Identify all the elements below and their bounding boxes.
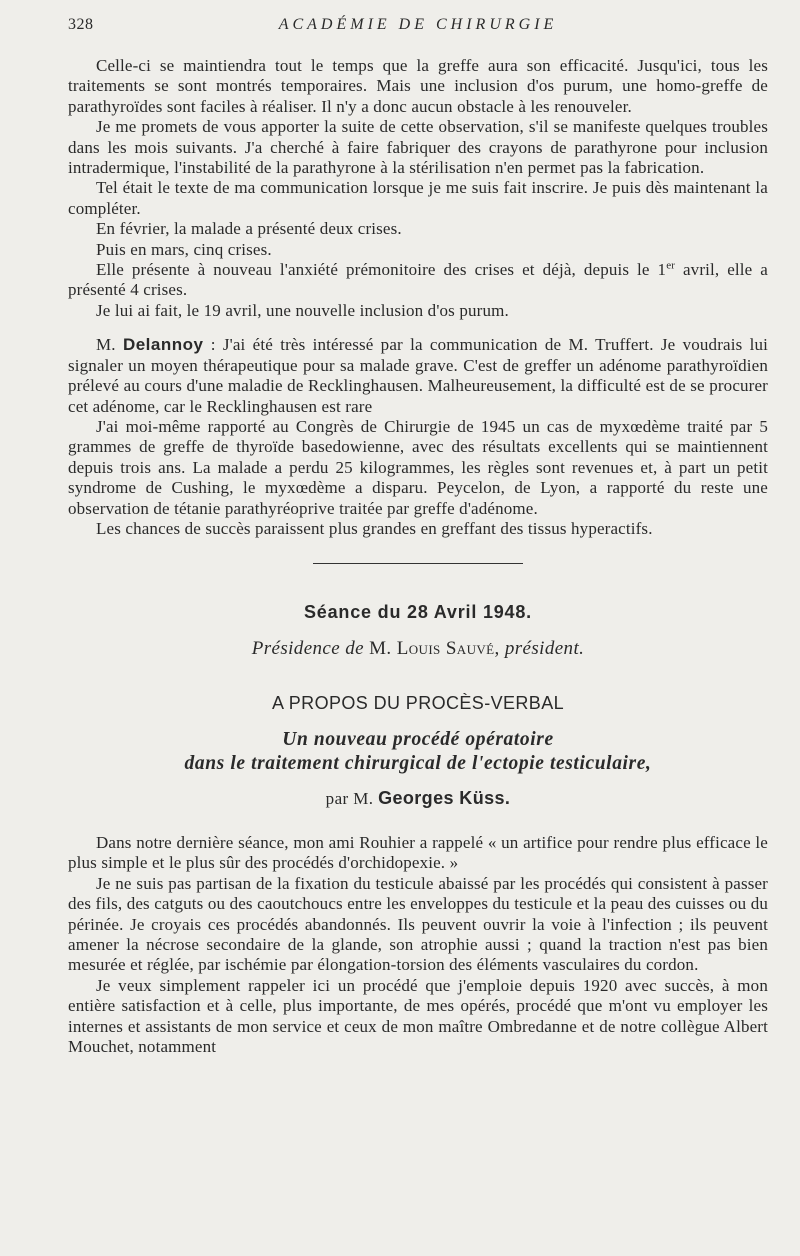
text-span: Elle présente à nouveau l'anxiété prémonitoire des crises et déjà, depuis le 1: [96, 260, 667, 280]
paragraph: Je veux simplement rappeler ici un procédé que j'emploie depuis 1920 avec succès, à mon entière satisfaction et à celle, plus importante, de mes opérés, procédé que m'ont vu employer les internes et assistants de mon service et ceux de mon maître Ombredanne et de notre collègue Albert Mouchet, notamment: [68, 975, 768, 1057]
text-span: avril, elle a présenté 4 crises.: [68, 260, 768, 300]
section-label: A PROPOS DU PROCÈS-VERBAL: [271, 693, 565, 714]
speaker-name: Delannoy: [122, 335, 204, 355]
paragraph: En février, la malade a présenté deux crises.: [96, 219, 402, 239]
article-title-line1: Un nouveau procédé opératoire: [282, 728, 554, 750]
paragraph: [68, 260, 768, 301]
speaker-prefix: M.: [96, 335, 116, 355]
page-header: [68, 16, 768, 42]
president-name: Louis Sauvé,: [396, 637, 500, 659]
superscript: er: [666, 259, 676, 272]
paragraph: Celle-ci se maintiendra tout le temps que la greffe aura son efficacité. Jusqu'ici, tous les traitements se sont montrés temporaires. Mais une inclusion d'os purum, une homo-greffe de parathyroïdes sont faciles à réaliser. Il n'y a donc aucun obstacle à les renouveler.: [68, 56, 768, 116]
seance-title: Séance du 28 Avril 1948.: [304, 602, 532, 623]
paragraph: Je me promets de vous apporter la suite de cette observation, s'il se manifeste quelques troubles dans les mois suivants. J'a cherché à faire fabriquer des crayons de parathyrone pour inclusion intradermique, l'instabilité de la parathyrone à la stérilisation n'en permet pas la fabrication.: [68, 117, 768, 178]
paragraph: Dans notre dernière séance, mon ami Rouhier a rappelé « un artifice pour rendre plus efficace le plus simple et le plus sûr des procédés d'orchidopexie. »: [68, 832, 768, 873]
presidence-line: [68, 639, 768, 659]
paragraph: Puis en mars, cinq crises.: [96, 239, 272, 259]
paragraph: Je lui ai fait, le 19 avril, une nouvelle inclusion d'os purum.: [96, 300, 509, 320]
paragraph: Je ne suis pas partisan de la fixation du testicule abaissé par les procédés qui consistent à passer des fils, des catguts ou des caoutchoucs entre les enveloppes du testicule et la peau des cuisses ou du périnée. Je croyais ces procédés abandonnés. Ils peuvent ouvrir la voie à l'infection ; ils peuvent amener la nécrose secondaire de la glande, son atrophie aussi ; quand la traction n'est pas bien mesurée et réglée, par ischémie par élongation-torsion des éléments vasculaires du cordon.: [68, 873, 768, 975]
byline: [68, 788, 768, 809]
author-name: Georges Küss.: [378, 787, 511, 808]
text-span: par M.: [325, 788, 374, 808]
paragraph: [68, 335, 768, 417]
text-span: M.: [369, 637, 392, 659]
paragraph: Tel était le texte de ma communication lorsque je me suis fait inscrire. Je puis dès maintenant la compléter.: [68, 178, 768, 218]
text-span: : J'ai été très intéressé par la communication de M. Truffert. Je voudrais lui signaler un moyen thérapeutique pour sa malade grave. C'est de greffer un adénome parathyroïdien prélevé au cours d'une maladie de Recklinghausen. Malheureusement, la difficulté est de se procurer cet adénome, car le Recklinghausen est rare: [68, 335, 768, 416]
page-body: [68, 56, 768, 1057]
page-number: 328: [68, 16, 94, 33]
paragraph: Les chances de succès paraissent plus grandes en greffant des tissus hyperactifs.: [96, 518, 653, 538]
text-span: Présidence de: [251, 637, 364, 659]
text-span: président.: [504, 637, 585, 659]
article-title-line2: dans le traitement chirurgical de l'ectopie testiculaire,: [184, 752, 652, 774]
running-head: ACADÉMIE DE CHIRURGIE: [278, 16, 558, 33]
paragraph: J'ai moi-même rapporté au Congrès de Chirurgie de 1945 un cas de myxœdème traité par 5 grammes de greffe de thyroïde basedowienne, avec des résultats excellents qui se maintiennent depuis trois ans. La malade a perdu 25 kilogrammes, les règles sont revenues et, à part un petit syndrome de Cushing, le myxœdème a disparu. Peycelon, de Lyon, a rapporté du reste une observation de tétanie parathyréoprive traitée par greffe d'adénome.: [68, 416, 768, 518]
